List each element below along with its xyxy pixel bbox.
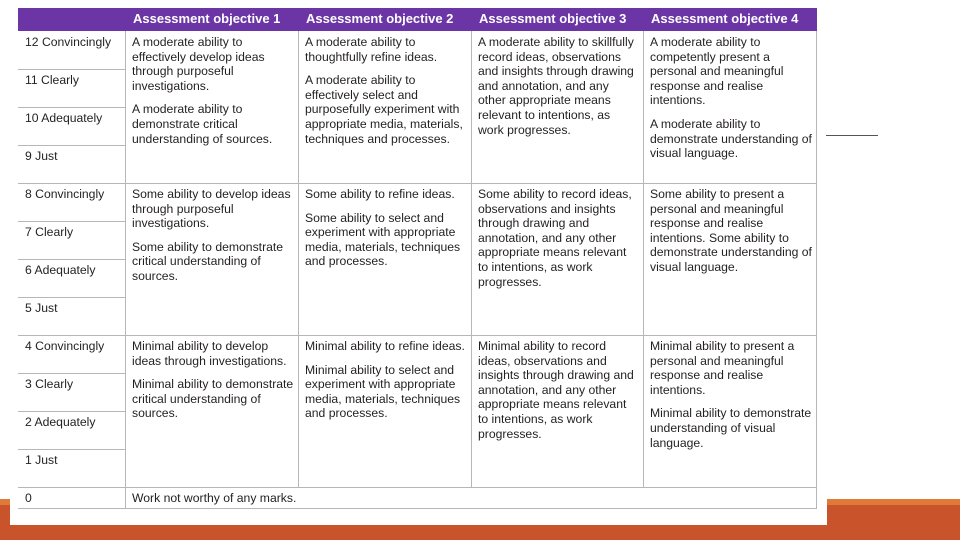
header-ao2: Assessment objective 2 (298, 8, 471, 31)
descriptor-text: Minimal ability to refine ideas. (305, 339, 465, 353)
descriptor-text: Minimal ability to select and experiment with appropriate media, materials, techniques and processes. (305, 362, 461, 421)
descriptor-text: A moderate ability to competently present a personal and meaningful response and realise intentions. (650, 35, 784, 108)
grid-line (18, 449, 125, 450)
grid-line (18, 487, 817, 488)
grid-line (298, 31, 299, 487)
assessment-rubric-table (18, 8, 817, 509)
descriptor-text: A moderate ability to demonstrate understanding of visual language. (650, 116, 812, 161)
descriptor-text: Some ability to select and experiment with appropriate media, materials, techniques and processes. (305, 210, 461, 269)
descriptor-text: Minimal ability to develop ideas through investigations. (132, 339, 287, 368)
mark-label: 3 Clearly (25, 377, 74, 391)
decorative-line (826, 135, 878, 136)
grid-line (18, 69, 125, 70)
band2-ao4-cell (643, 183, 817, 335)
band1-ao2-cell (298, 31, 471, 183)
band3-ao2-cell (298, 335, 471, 487)
descriptor-text: Some ability to develop ideas through purposeful investigations. (132, 187, 291, 231)
grid-line (18, 335, 817, 336)
zero-mark-label: 0 (25, 491, 32, 505)
grid-line (816, 31, 817, 508)
mark-label: 12 Convincingly (25, 35, 112, 49)
grid-line (18, 373, 125, 374)
descriptor-text: Some ability to refine ideas. (305, 187, 455, 201)
grid-line (125, 31, 126, 508)
band2-ao3-cell (471, 183, 643, 335)
header-ao4: Assessment objective 4 (643, 8, 817, 31)
mark-label: 4 Convincingly (25, 339, 105, 353)
descriptor-text: Minimal ability to record ideas, observations and insights through drawing and annotation, and any other appropriate means relevant to intentions, as work progresses. (478, 339, 634, 441)
grid-line (643, 31, 644, 487)
descriptor-text: A moderate ability to thoughtfully refine ideas. (305, 35, 438, 64)
mark-label: 8 Convincingly (25, 187, 105, 201)
band3-ao3-cell (471, 335, 643, 487)
mark-label: 6 Adequately (25, 263, 96, 277)
band2-ao2-cell (298, 183, 471, 335)
band3-ao1-cell (125, 335, 298, 487)
grid-line (18, 297, 125, 298)
band1-ao1-cell (125, 31, 298, 183)
grid-line (18, 508, 817, 509)
grid-line (18, 107, 125, 108)
mark-label: 10 Adequately (25, 111, 103, 125)
descriptor-text: Some ability to record ideas, observations and insights through drawing and annotation, and any other appropriate means relevant to intentions, as work progresses. (478, 187, 632, 289)
header-ao1: Assessment objective 1 (125, 8, 298, 31)
mark-label: 5 Just (25, 301, 58, 315)
zero-mark-descriptor: Work not worthy of any marks. (132, 491, 297, 505)
header-corner-cell (18, 8, 125, 31)
descriptor-text: Minimal ability to demonstrate understanding of visual language. (650, 406, 812, 450)
descriptor-text: Minimal ability to demonstrate critical understanding of sources. (132, 377, 294, 421)
grid-line (18, 183, 817, 184)
header-ao3: Assessment objective 3 (471, 8, 643, 31)
descriptor-text: A moderate ability to skillfully record ideas, observations and insights through drawing and annotation, and any other appropriate means relevant to intentions, as work progresses. (478, 35, 634, 137)
grid-line (18, 221, 125, 222)
grid-line (18, 145, 125, 146)
descriptor-text: A moderate ability to demonstrate critical understanding of sources. (132, 102, 273, 146)
grid-line (471, 31, 472, 487)
band1-ao3-cell (471, 31, 643, 183)
mark-label: 7 Clearly (25, 225, 74, 239)
mark-label: 2 Adequately (25, 415, 96, 429)
band2-ao1-cell (125, 183, 298, 335)
descriptor-text: Some ability to demonstrate critical understanding of sources. (132, 239, 284, 283)
mark-label: 11 Clearly (25, 73, 79, 87)
grid-line (18, 259, 125, 260)
mark-label: 9 Just (25, 149, 58, 163)
descriptor-text: A moderate ability to effectively develop ideas through purposeful investigations. (132, 35, 265, 93)
band1-ao4-cell (643, 31, 817, 183)
descriptor-text: Some ability to present a personal and meaningful response and realise intentions. Some ability to demonstrate understanding of visual language. (650, 187, 812, 274)
grid-line (18, 411, 125, 412)
mark-label: 1 Just (25, 453, 58, 467)
band3-ao4-cell (643, 335, 817, 487)
descriptor-text: Minimal ability to present a personal and meaningful response and realise intentions. (650, 339, 795, 397)
descriptor-text: A moderate ability to effectively select and purposefully experiment with appropriate media, materials, techniques and processes. (305, 73, 463, 146)
